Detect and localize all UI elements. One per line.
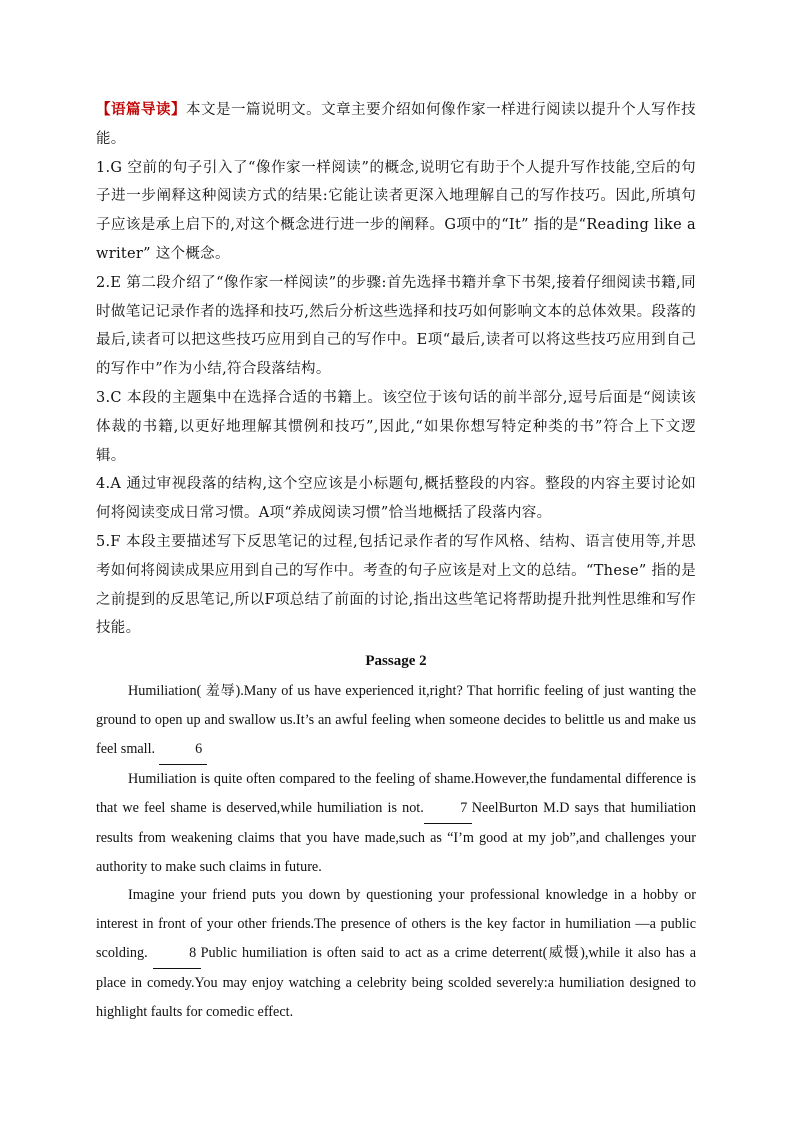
blank-7: 7 — [424, 794, 472, 824]
paragraph-text: NeelBurton M.D says that humiliation results from weakening claims that you have made,such as “I’m good at my job”,and challenges your authority to make such claims in future. — [96, 799, 696, 875]
answer-item: 5.F 本段主要描述写下反思笔记的过程,包括记录作者的写作风格、结构、语言使用等,并思考如何将阅读成果应用到自己的写作中。考查的句子应该是对上文的总结。“These” 指的是之前提到的反思笔记,所以F项总结了前面的讨论,指出这些笔记将帮助提升批判性思维和写作技能。 — [96, 533, 696, 637]
paragraph-text: Humiliation is quite often compared to the feeling of shame.However,the fundamental difference is that we feel shame is deserved,while humiliation is not. — [96, 770, 696, 816]
passage-title: Passage 2 — [365, 653, 427, 670]
passage-paragraph — [96, 765, 696, 882]
passage-paragraph — [96, 677, 696, 765]
paragraph-text: Imagine your friend puts you down by questioning your professional knowledge in a hobby or interest in front of your other friends.The presence of others is the key factor in humiliation —a public scolding. — [96, 887, 696, 962]
guide-text: 本文是一篇说明文。文章主要介绍如何像作家一样进行阅读以提升个人写作技能。 — [96, 102, 696, 147]
answer-item: 4.A 通过审视段落的结构,这个空应该是小标题句,概括整段的内容。整段的内容主要讨论如何将阅读变成日常习惯。A项“养成阅读习惯”恰当地概括了段落内容。 — [96, 476, 696, 522]
blank-8: 8 — [153, 939, 201, 969]
blank-6: 6 — [159, 735, 207, 765]
passage-paragraph — [96, 881, 696, 1027]
paragraph-text: Public humiliation is often said to act as a crime deterrent(威慑),while it also has a place in comedy.You may enjoy watching a celebrity being scolded severely:a humiliation designed to highlight faults for comedic effect. — [96, 945, 697, 1021]
answer-item: 2.E 第二段介绍了“像作家一样阅读”的步骤:首先选择书籍并拿下书架,接着仔细阅读书籍,同时做笔记记录作者的选择和技巧,然后分析这些选择和技巧如何影响文本的总体效果。段落的最后,读者可以把这些技巧应用到自己的写作中。E项“最后,读者可以将这些技巧应用到自己的写作中”作为小结,符合段落结构。 — [96, 274, 696, 378]
guide-tag: 【语篇导读】 — [96, 101, 187, 118]
answer-item: 1.G 空前的句子引入了“像作家一样阅读”的概念,说明它有助于个人提升写作技能,空后的句子进一步阐释这种阅读方式的结果:它能让读者更深入地理解自己的写作技巧。因此,所填句子应该是承上启下的,对这个概念进行进一步的阐释。G项中的“It” 指的是“Reading like a writer” 这个概念。 — [96, 159, 696, 262]
paragraph-text: Humiliation( 羞辱).Many of us have experienced it,right? That horrific feeling of just wanting the ground to open up and swallow us.It’s an awful feeling when someone decides to belittle us and make us feel small. — [96, 683, 696, 757]
document-page — [96, 96, 696, 1027]
answer-item: 3.C 本段的主题集中在选择合适的书籍上。该空位于该句话的前半部分,逗号后面是“阅读该体裁的书籍,以更好地理解其惯例和技巧”,因此,“如果你想写特定种类的书”符合上下文逻辑。 — [96, 389, 696, 464]
reading-guide — [96, 96, 696, 154]
